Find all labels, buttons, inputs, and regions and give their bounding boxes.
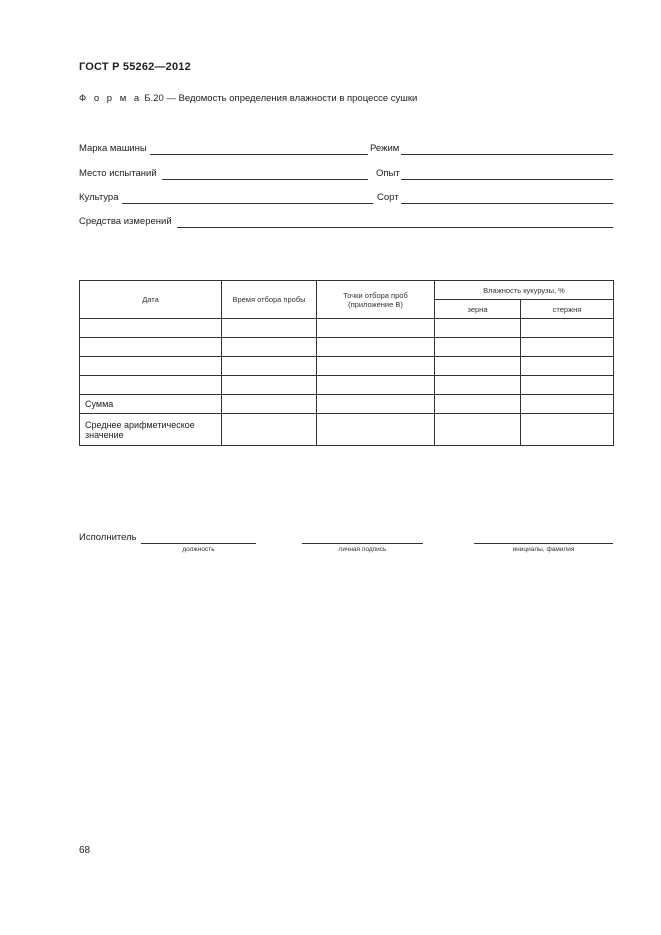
table-cell[interactable] [521,414,614,446]
form-prefix: Ф о р м а [79,93,142,104]
table-cell[interactable] [317,395,435,414]
table-cell[interactable] [435,376,521,395]
table-cell[interactable] [317,338,435,357]
table-cell[interactable] [80,357,222,376]
table-row [80,376,614,395]
crop-line[interactable] [122,203,373,204]
machine-line[interactable] [150,154,368,155]
instruments-line[interactable] [177,227,613,228]
header-date: Дата [80,281,222,319]
test-place-label: Место испытаний [79,168,157,179]
table-cell[interactable] [222,376,317,395]
header-humidity: Влажность кукурузы, % [435,281,614,300]
variety-label: Сорт [377,192,399,203]
name-line[interactable] [474,543,613,544]
field-row-machine [79,143,613,157]
name-caption: инициалы, фамилия [512,546,575,553]
table-cell[interactable] [80,338,222,357]
table-cell[interactable] [435,414,521,446]
header-points: Точки отбора проб (приложение В) [317,281,435,319]
instruments-label: Средства измерений [79,216,172,227]
humidity-table [79,280,614,446]
form-name: Б.20 — Ведомость определения влажности в процессе сушки [144,93,418,104]
mean-label: Среднее арифметическое значение [80,414,222,446]
executor-label: Исполнитель [79,532,137,543]
mode-line[interactable] [401,154,613,155]
document-header: ГОСТ Р 55262—2012 [79,61,191,73]
table-cell[interactable] [317,414,435,446]
table-cell[interactable] [317,357,435,376]
field-row-instruments [79,216,613,230]
field-row-crop [79,192,613,206]
table-cell[interactable] [435,319,521,338]
table-row [80,357,614,376]
table-cell[interactable] [222,319,317,338]
field-row-place [79,168,613,182]
table-cell[interactable] [521,357,614,376]
table-cell[interactable] [222,338,317,357]
table-cell[interactable] [222,414,317,446]
machine-label: Марка машины [79,143,147,154]
test-place-line[interactable] [162,179,368,180]
table-cell[interactable] [80,319,222,338]
table-cell[interactable] [435,338,521,357]
table-cell[interactable] [80,376,222,395]
form-title [79,93,417,104]
header-cob: стержня [521,300,614,319]
table-row-mean [80,414,614,446]
mode-label: Режим [370,143,400,154]
crop-label: Культура [79,192,119,203]
table-cell[interactable] [317,376,435,395]
table-cell[interactable] [317,319,435,338]
variety-line[interactable] [401,203,613,204]
table-cell[interactable] [435,357,521,376]
page-number: 68 [79,845,91,856]
sign-caption: личная подпись [338,546,387,553]
sign-line[interactable] [302,543,423,544]
table-row [80,319,614,338]
table-cell[interactable] [521,395,614,414]
experiment-label: Опыт [376,168,400,179]
position-line[interactable] [141,543,256,544]
sum-label: Сумма [80,395,222,414]
table-cell[interactable] [435,395,521,414]
experiment-line[interactable] [401,179,613,180]
table-cell[interactable] [521,338,614,357]
table-cell[interactable] [222,395,317,414]
table-cell[interactable] [222,357,317,376]
position-caption: должность [182,546,215,553]
header-time: Время отбора пробы [222,281,317,319]
table-row [80,338,614,357]
table-cell[interactable] [521,376,614,395]
table-cell[interactable] [521,319,614,338]
table-row-sum [80,395,614,414]
header-grain: зерна [435,300,521,319]
